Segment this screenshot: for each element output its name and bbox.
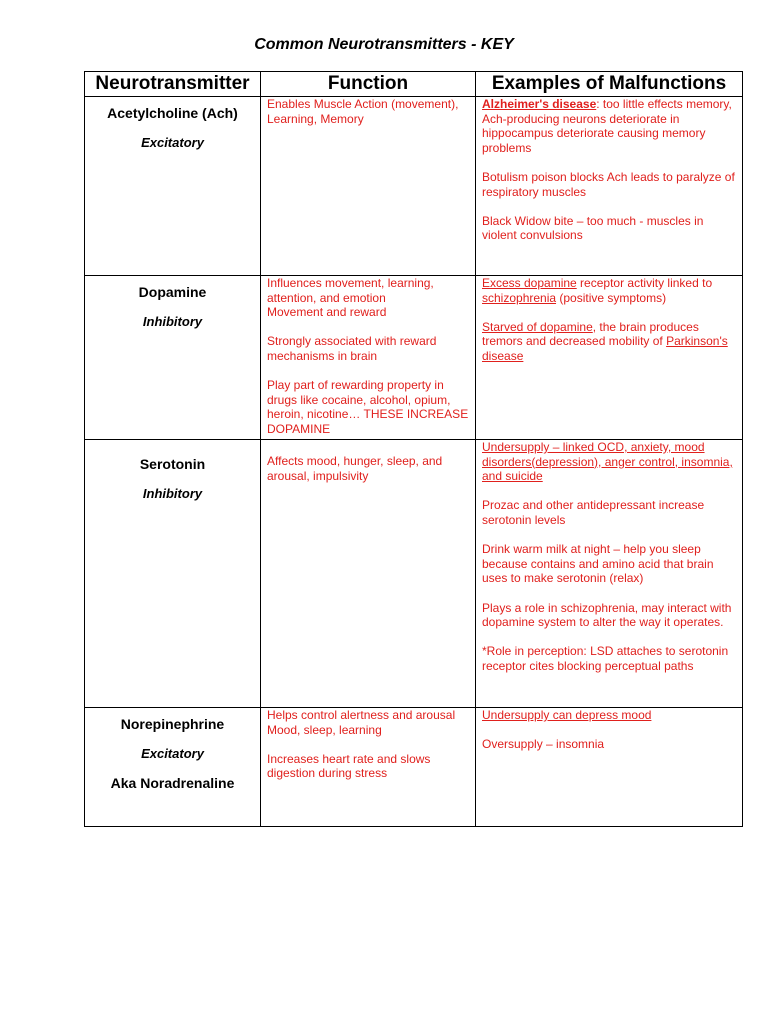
malfunction-detail: (positive symptoms) (556, 290, 667, 305)
table-header-row (85, 72, 743, 97)
neurotransmitter-type: Inhibitory (142, 486, 203, 501)
malfunction-cell (476, 440, 743, 708)
neurotransmitter-table (84, 71, 743, 827)
function-text: Helps control alertness and arousal (267, 708, 456, 722)
neurotransmitter-name: Norepinephrine (120, 716, 225, 732)
neurotransmitter-name: Acetylcholine (Ach) (107, 105, 238, 121)
malfunction-detail: , the brain produces tremors and decreased mobility of (482, 319, 699, 349)
header-malfunctions: Examples of Malfunctions (476, 72, 743, 97)
malfunction-text (482, 320, 738, 364)
table-row (85, 97, 743, 276)
malfunction-cell (476, 276, 743, 440)
neurotransmitter-name: Serotonin (139, 456, 206, 472)
neurotransmitter-cell (85, 708, 261, 827)
malfunction-cell (476, 97, 743, 276)
neurotransmitter-type: Inhibitory (142, 314, 203, 329)
table-row (85, 276, 743, 440)
page-title: Common Neurotransmitters - KEY (254, 36, 514, 53)
function-cell (261, 440, 476, 708)
term-link: Excess dopamine (482, 276, 577, 290)
malfunction-detail: : too little effects memory, Ach-producing neurons deteriorate in hippocampus deteriorate causing memory problems (482, 97, 732, 155)
function-text: Play part of rewarding property in drugs like cocaine, alcohol, opium, heroin, nicotine… THESE INCREASE DOPAMINE (267, 378, 469, 436)
malfunction-text: Undersupply can depress mood (482, 708, 652, 722)
neurotransmitter-alias: Aka Noradrenaline (110, 775, 235, 791)
malfunction-text: *Role in perception: LSD attaches to serotonin receptor cites blocking perceptual paths (482, 644, 729, 673)
table-row (85, 708, 743, 827)
malfunction-text: Undersupply – linked OCD, anxiety, mood disorders(depression), anger control, insomnia, and suicide (482, 440, 733, 484)
malfunction-detail: receptor activity linked to (576, 276, 713, 290)
header-neurotransmitter: Neurotransmitter (85, 72, 261, 97)
neurotransmitter-type: Excitatory (141, 135, 204, 150)
malfunction-text: Plays a role in schizophrenia, may interact with dopamine system to alter the way it operates. (482, 600, 732, 630)
function-text: Enables Muscle Action (movement), Learning, Memory (267, 97, 459, 126)
function-text: Movement and reward (267, 305, 387, 320)
neurotransmitter-cell (85, 97, 261, 276)
neurotransmitter-type: Excitatory (141, 746, 204, 761)
function-cell (261, 708, 476, 827)
malfunction-text: Botulism poison blocks Ach leads to paralyze of respiratory muscles (482, 169, 735, 199)
neurotransmitter-cell (85, 276, 261, 440)
function-text: Strongly associated with reward mechanisms in brain (267, 334, 437, 363)
term-link: Starved of dopamine (482, 319, 593, 334)
neurotransmitter-name: Dopamine (138, 284, 207, 300)
function-cell (261, 276, 476, 440)
term-link: schizophrenia (482, 290, 557, 305)
disease-link: Alzheimer's disease (482, 97, 597, 111)
malfunction-text (482, 97, 738, 155)
header-function: Function (261, 72, 476, 97)
table-row (85, 440, 743, 708)
malfunction-text: Black Widow bite – too much - muscles in violent convulsions (482, 213, 704, 243)
malfunction-text: Oversupply – insomnia (482, 737, 605, 752)
function-text: Influences movement, learning, attention, and emotion (267, 276, 434, 305)
malfunction-text (482, 276, 738, 305)
malfunction-text: Prozac and other antidepressant increase serotonin levels (482, 498, 705, 527)
function-text: Increases heart rate and slows digestion during stress (267, 751, 431, 781)
term-link: Parkinson's disease (482, 334, 728, 363)
function-text: Mood, sleep, learning (267, 722, 382, 737)
malfunction-cell (476, 708, 743, 827)
malfunction-text: Drink warm milk at night – help you sleep because contains and amino acid that brain uses to make serotonin (relax) (482, 542, 714, 586)
function-text: Affects mood, hunger, sleep, and arousal, impulsivity (267, 454, 443, 483)
neurotransmitter-cell (85, 440, 261, 708)
function-cell (261, 97, 476, 276)
